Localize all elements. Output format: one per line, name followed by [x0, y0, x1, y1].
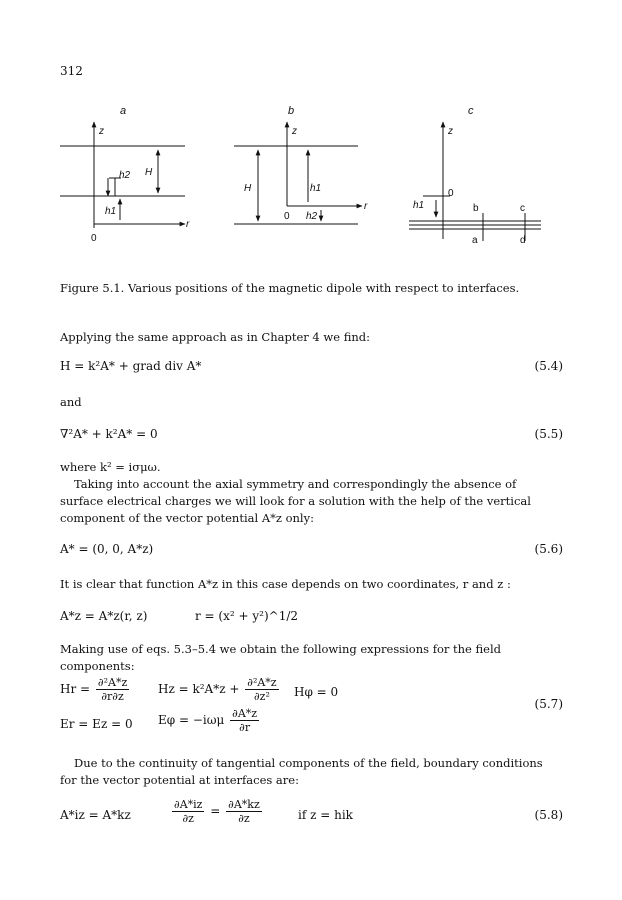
panel-b-labels [244, 105, 368, 222]
text-where: where k² = iσμω. [60, 460, 161, 474]
paragraph-boundary-conditions: Due to the continuity of tangential components of the field, boundary conditions for the vector potential at interfaces are: [60, 756, 543, 787]
equation-5-6-number: (5.6) [534, 542, 563, 556]
eq58-denominator-2: ∂z [238, 812, 250, 825]
eq57-hr-denominator: ∂r∂z [101, 690, 124, 703]
eq57-hz-numerator: ∂²A*z [247, 676, 277, 689]
eq57-hr-fraction [96, 676, 129, 703]
eq57-hz-fraction [245, 676, 278, 703]
eq57-ephi-lhs: Eφ = −iωμ [158, 713, 225, 727]
panel-c-z-label: z [448, 126, 453, 137]
panel-c-mark-b: b [473, 203, 479, 214]
panel-c-origin-label: 0 [448, 188, 454, 199]
equation-5-5 [60, 427, 563, 445]
eq58-lhs: A*iz = A*kz [60, 808, 131, 822]
eq57-hz-lhs: Hz = k²A*z + [158, 682, 240, 696]
eq58-condition: if z = hik [298, 808, 353, 822]
paragraph-field-components: Making use of eqs. 5.3–5.4 we obtain the following expressions for the field components: [60, 642, 502, 673]
panel-c [409, 122, 541, 241]
equation-5-8-number: (5.8) [534, 808, 563, 822]
eq58-numerator-2: ∂A*kz [228, 798, 260, 811]
panel-a-tag: a [120, 105, 127, 117]
eq58-numerator-1: ∂A*iz [174, 798, 203, 811]
panel-a-origin-label: 0 [91, 233, 97, 244]
eq57-hr-lhs: Hr = [60, 682, 91, 696]
figure-5-1 [0, 98, 622, 260]
figure-diagram [0, 98, 622, 260]
panel-c-mark-a: a [472, 235, 478, 246]
panel-b [234, 122, 362, 224]
eq58-denominator-1: ∂z [182, 812, 194, 825]
panel-b-H-label: H [244, 183, 252, 194]
paragraph-axial-symmetry: Taking into account the axial symmetry and correspondingly the absence of surface electrical charges we will look for a solution with the help of the vertical component of the vector potential A*z only: [60, 477, 531, 525]
eq57-hphi: Hφ = 0 [294, 685, 339, 699]
equation-5-7-number: (5.7) [534, 697, 563, 711]
eq57-ephi-fraction [230, 707, 259, 734]
panel-b-h2-label: h2 [306, 211, 318, 222]
equation-5-4 [60, 359, 563, 377]
panel-c-tag: c [468, 105, 474, 117]
eq57-ephi-numerator: ∂A*z [232, 707, 258, 720]
eq57-hr-numerator: ∂²A*z [97, 676, 128, 689]
panel-b-r-label: r [364, 201, 368, 212]
panel-b-h1-label: h1 [310, 183, 322, 194]
equation-5-8 [60, 798, 563, 832]
text-and: and [60, 395, 82, 409]
equation-5-5-number: (5.5) [534, 427, 563, 441]
eq58-fraction-2 [226, 798, 262, 825]
panel-c-mark-c: c [520, 203, 525, 214]
equation-5-6-body: A* = (0, 0, A*z) [60, 542, 154, 556]
panel-a-r-label: r [186, 219, 190, 230]
panel-c-h1-label: h1 [413, 200, 425, 211]
equation-coordinates-lhs: A*z = A*z(r, z) [60, 609, 148, 623]
panel-a-labels [91, 105, 190, 244]
paragraph-intro: Applying the same approach as in Chapter 4 we find: [60, 330, 371, 344]
panel-c-mark-d: d [520, 235, 526, 246]
eq57-hz-denominator: ∂z² [253, 690, 270, 703]
equation-coordinates [60, 609, 563, 627]
panel-b-origin-label: 0 [284, 211, 290, 222]
equation-5-5-body: ∇²A* + k²A* = 0 [60, 427, 158, 441]
equation-coordinates-rhs: r = (x² + y²)^1/2 [195, 609, 299, 623]
panel-a-z-label: z [99, 126, 104, 137]
equation-5-4-body: H = k²A* + grad div A* [60, 359, 202, 373]
eq57-ephi-denominator: ∂r [239, 721, 251, 734]
panel-b-tag: b [288, 105, 295, 117]
equation-5-6 [60, 542, 563, 560]
figure-caption: Figure 5.1. Various positions of the magnetic dipole with respect to interfaces. [60, 281, 520, 295]
equation-5-7 [60, 668, 563, 736]
panel-b-z-label: z [292, 126, 297, 137]
paragraph-two-coordinates: It is clear that function A*z in this case depends on two coordinates, r and z : [60, 577, 511, 591]
panel-a-h2-label: h2 [119, 170, 131, 181]
page-number: 312 [60, 64, 83, 78]
eq58-equals: = [210, 804, 221, 818]
eq58-fraction-1 [172, 798, 204, 825]
panel-a-H-label: H [145, 167, 153, 178]
panel-a-h1-label: h1 [105, 206, 117, 217]
eq57-er: Er = Ez = 0 [60, 717, 133, 731]
equation-5-4-number: (5.4) [534, 359, 563, 373]
